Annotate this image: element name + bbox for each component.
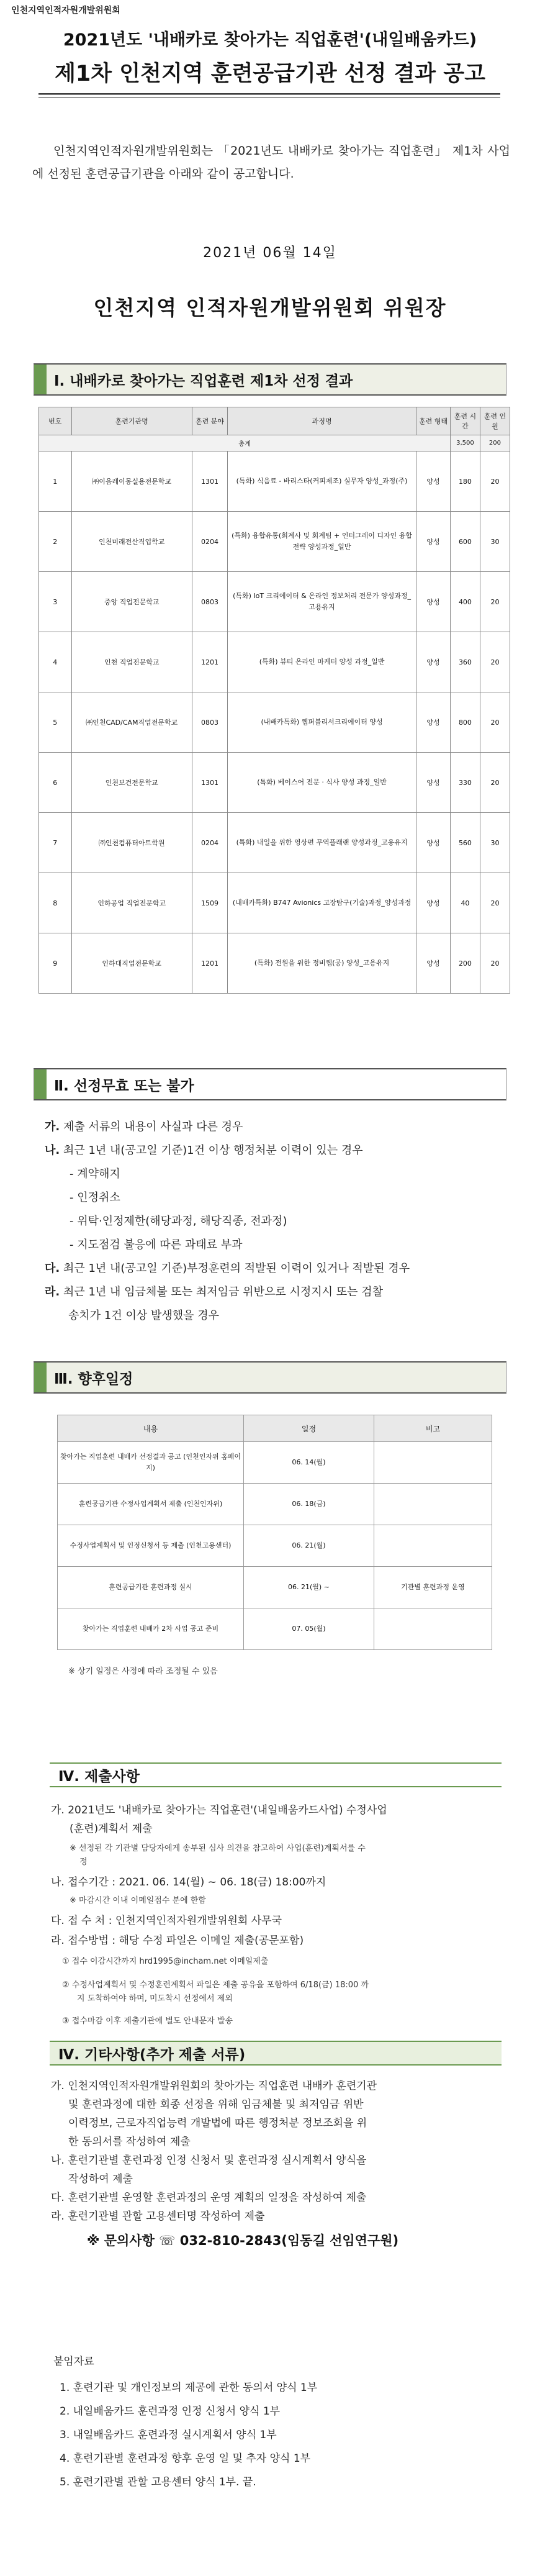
section-2-header bbox=[34, 1068, 506, 1100]
row-hours: 360 bbox=[450, 632, 480, 692]
rule-ra-cont: 송치가 1건 이상 발생했을 경우 bbox=[68, 1309, 219, 1322]
schedule-row bbox=[58, 1608, 492, 1650]
row-hours: 200 bbox=[450, 933, 480, 994]
row-course: (특화) 베이스어 전문 · 식사 양성 과정_일반 bbox=[228, 753, 416, 813]
schedule-col-note: 비고 bbox=[374, 1415, 492, 1442]
row-no: 1 bbox=[39, 451, 72, 512]
col-header-field: 훈련 분야 bbox=[192, 407, 227, 435]
row-type: 양성 bbox=[416, 933, 451, 994]
row-type: 양성 bbox=[416, 873, 451, 933]
schedule-date: 07. 05(월) bbox=[244, 1608, 374, 1650]
row-hours: 800 bbox=[450, 692, 480, 753]
row-course: (특화) IoT 크리에이터 & 온라인 정보처리 전문가 양성과정_고용유지 bbox=[228, 572, 416, 632]
row-institution: ㈜이음레이몽실용전문학교 bbox=[71, 451, 192, 512]
submit-ga: 가. 2021년도 '내배카로 찾아가는 직업훈련'(내일배움카드사업) 수정사업 bbox=[51, 1804, 387, 1816]
etc-line-4: 한 동의서를 작성하여 제출 bbox=[68, 2136, 191, 2148]
contact-line: ※ 문의사항 ☏ 032-810-2843(임동길 선임연구원) bbox=[87, 2233, 399, 2248]
row-type: 양성 bbox=[416, 451, 451, 512]
total-label: 총계 bbox=[39, 435, 451, 451]
schedule-content: 찾아가는 직업훈련 내배카 2차 사업 공고 준비 bbox=[58, 1608, 244, 1650]
row-no: 3 bbox=[39, 572, 72, 632]
schedule-header-row bbox=[58, 1415, 492, 1442]
row-no: 2 bbox=[39, 512, 72, 572]
row-type: 양성 bbox=[416, 632, 451, 692]
rule-sub-2: - 인정취소 bbox=[70, 1191, 120, 1204]
rule-ra-label: 라. bbox=[45, 1286, 60, 1299]
attachment-item-5: 5. 훈련기관별 관할 고용센터 양식 1부. 끝. bbox=[60, 2476, 256, 2488]
rule-sub-3: - 위탁·인정제한(해당과정, 해당직종, 전과정) bbox=[70, 1215, 287, 1228]
rule-na bbox=[45, 1141, 363, 1158]
title-divider bbox=[38, 93, 500, 98]
col-header-hours: 훈련 시간 bbox=[450, 407, 480, 435]
rule-ga-text: 제출 서류의 내용이 사실과 다른 경우 bbox=[63, 1120, 243, 1133]
row-institution: 인천 직업전문학교 bbox=[71, 632, 192, 692]
schedule-content: 찾아가는 직업훈련 내배카 선정결과 공고 (인천인자위 홈페이지) bbox=[58, 1442, 244, 1484]
rule-sub-1: - 계약해지 bbox=[70, 1168, 120, 1181]
attachments-title: 붙임자료 bbox=[53, 2356, 94, 2368]
rule-da-text: 최근 1년 내(공고일 기준)부정훈련의 적발된 이력이 있거나 적발된 경우 bbox=[63, 1262, 410, 1275]
attachment-item-4: 4. 훈련기관별 훈련과정 향후 운영 일 및 추자 양식 1부 bbox=[60, 2452, 311, 2465]
row-institution: 인천미래전산직업학교 bbox=[71, 512, 192, 572]
row-no: 8 bbox=[39, 873, 72, 933]
etc-line-8: 라. 훈련기관별 관할 고용센터명 작성하여 제출 bbox=[51, 2210, 265, 2223]
row-institution: ㈜인천컴퓨터아트학원 bbox=[71, 813, 192, 873]
schedule-content: 훈련공급기관 수정사업계획서 제출 (인천인자위) bbox=[58, 1484, 244, 1525]
col-header-institution: 훈련기관명 bbox=[71, 407, 192, 435]
attachment-item-1: 1. 훈련기관 및 개인정보의 제공에 관한 동의서 양식 1부 bbox=[60, 2382, 318, 2394]
row-field: 1301 bbox=[192, 753, 227, 813]
schedule-note-cell bbox=[374, 1442, 492, 1484]
submit-note-2-cont: 지 도착하여야 하며, 미도착시 선정에서 제외 bbox=[77, 1994, 233, 2003]
row-course: (특화) 내일을 위한 영상편 무역플래랜 양성과정_고용유지 bbox=[228, 813, 416, 873]
section-3-header bbox=[34, 1361, 506, 1394]
row-field: 1201 bbox=[192, 632, 227, 692]
row-people: 20 bbox=[480, 572, 510, 632]
row-no: 4 bbox=[39, 632, 72, 692]
table-row bbox=[39, 451, 510, 512]
section-1-header bbox=[34, 363, 506, 396]
row-field: 0204 bbox=[192, 512, 227, 572]
row-course: (특화) 식음료 - 바리스타(커피제조) 실무자 양성_과정(주) bbox=[228, 451, 416, 512]
section-4-header bbox=[50, 1762, 502, 1787]
col-header-people: 훈련 인원 bbox=[480, 407, 510, 435]
schedule-note-cell bbox=[374, 1525, 492, 1567]
rule-na-text: 최근 1년 내(공고일 기준)1건 이상 행정처분 이력이 있는 경우 bbox=[63, 1144, 363, 1157]
total-hours: 3,500 bbox=[450, 435, 480, 451]
etc-line-2: 및 훈련과정에 대한 회종 선정을 위해 임금체불 및 최저임금 위반 bbox=[68, 2098, 364, 2111]
table-row bbox=[39, 813, 510, 873]
schedule-note-cell bbox=[374, 1484, 492, 1525]
row-type: 양성 bbox=[416, 572, 451, 632]
row-course: (특화) 융합유통(회계사 및 회계팀 + 인터그레이 디자인 융합전략 양성과정_일반 bbox=[228, 512, 416, 572]
row-institution: 인천보건전문학교 bbox=[71, 753, 192, 813]
row-no: 7 bbox=[39, 813, 72, 873]
row-hours: 330 bbox=[450, 753, 480, 813]
table-row bbox=[39, 753, 510, 813]
etc-line-3: 이력정보, 근로자직업능력 개발법에 따른 행정처분 정보조회을 위 bbox=[68, 2117, 367, 2129]
etc-line-1: 가. 인천지역인적자원개발위원회의 찾아가는 직업훈련 내배카 훈련기관 bbox=[51, 2080, 377, 2092]
row-course: (특화) 뷰티 온라인 마케터 양성 과정_일반 bbox=[228, 632, 416, 692]
table-row bbox=[39, 512, 510, 572]
etc-line-6: 작성하여 제출 bbox=[68, 2173, 133, 2185]
section-3-title: Ⅲ. 향후일정 bbox=[54, 1371, 133, 1387]
schedule-row bbox=[58, 1484, 492, 1525]
row-no: 6 bbox=[39, 753, 72, 813]
row-hours: 600 bbox=[450, 512, 480, 572]
schedule-col-content: 내용 bbox=[58, 1415, 244, 1442]
table-row bbox=[39, 873, 510, 933]
intro-paragraph: 인천지역인적자원개발위원회는 「2021년도 내배카로 찾아가는 직업훈련」 제1차 사업에 선정된 훈련공급기관을 아래와 같이 공고합니다. bbox=[32, 144, 510, 181]
schedule-date: 06. 18(금) bbox=[244, 1484, 374, 1525]
row-course: (특화) 전원을 위한 정비웹(공) 양성_고용유지 bbox=[228, 933, 416, 994]
row-people: 20 bbox=[480, 451, 510, 512]
row-field: 0803 bbox=[192, 692, 227, 753]
attachment-item-3: 3. 내일배움카드 훈련과정 실시계획서 양식 1부 bbox=[60, 2429, 277, 2441]
submit-da: 다. 접 수 처 : 인천지역인적자원개발위원회 사무국 bbox=[51, 1915, 282, 1927]
schedule-date: 06. 14(월) bbox=[244, 1442, 374, 1484]
rule-sub-4: - 지도점검 불응에 따른 과태료 부과 bbox=[70, 1238, 243, 1251]
section-5-header bbox=[50, 2041, 502, 2066]
section-1-title: Ⅰ. 내배카로 찾아가는 직업훈련 제1차 선정 결과 bbox=[54, 373, 353, 389]
rule-ra-text: 최근 1년 내 임금체불 또는 최저임금 위반으로 시정지시 또는 검찰 bbox=[63, 1286, 384, 1299]
rule-na-label: 나. bbox=[45, 1144, 60, 1157]
row-people: 30 bbox=[480, 813, 510, 873]
row-course: (내배카특화) 웹퍼블리셔크리에이터 양성 bbox=[228, 692, 416, 753]
schedule-content: 훈련공급기관 훈련과정 실시 bbox=[58, 1567, 244, 1608]
row-field: 1201 bbox=[192, 933, 227, 994]
schedule-date: 06. 21(월) bbox=[244, 1525, 374, 1567]
row-people: 20 bbox=[480, 873, 510, 933]
row-institution: 중앙 직업전문학교 bbox=[71, 572, 192, 632]
submit-note-1: ① 접수 이감시간까지 hrd1995@incham.net 이메일제출 bbox=[62, 1957, 269, 1966]
row-institution: ㈜인천CAD/CAM직업전문학교 bbox=[71, 692, 192, 753]
row-people: 20 bbox=[480, 753, 510, 813]
row-type: 양성 bbox=[416, 753, 451, 813]
schedule-col-date: 일정 bbox=[244, 1415, 374, 1442]
rule-ra bbox=[45, 1283, 383, 1299]
title-line-1: 2021년도 '내배카로 찾아가는 직업훈련'(내일배움카드) bbox=[63, 30, 477, 50]
table-row bbox=[39, 933, 510, 994]
submit-note-2: ② 수정사업계획서 및 수정훈련계획서 파일은 제출 공유을 포함하여 6/18(금) 18:00 까 bbox=[62, 1980, 369, 1990]
page-title: 제1차 인천지역 훈련공급기관 선정 결과 공고 bbox=[55, 61, 485, 86]
submit-note-3: ③ 접수마감 이후 제출기관에 별도 안내문자 발송 bbox=[62, 2016, 233, 2026]
row-field: 0803 bbox=[192, 572, 227, 632]
row-type: 양성 bbox=[416, 692, 451, 753]
row-type: 양성 bbox=[416, 813, 451, 873]
submit-ra: 라. 접수방법 : 해당 수정 파일은 이메일 제출(공문포함) bbox=[51, 1934, 304, 1947]
section-tab-marker bbox=[34, 365, 47, 394]
schedule-note: ※ 상기 일정은 사정에 따라 조정될 수 있음 bbox=[68, 1667, 218, 1676]
row-hours: 560 bbox=[450, 813, 480, 873]
col-header-no: 번호 bbox=[39, 407, 72, 435]
row-field: 1509 bbox=[192, 873, 227, 933]
schedule-table bbox=[57, 1415, 492, 1650]
schedule-date: 06. 21(월) ~ bbox=[244, 1567, 374, 1608]
row-hours: 40 bbox=[450, 873, 480, 933]
row-field: 1301 bbox=[192, 451, 227, 512]
table-row bbox=[39, 572, 510, 632]
section-tab-marker bbox=[34, 1069, 47, 1099]
row-institution: 인하대직업전문학교 bbox=[71, 933, 192, 994]
row-people: 30 bbox=[480, 512, 510, 572]
schedule-row bbox=[58, 1567, 492, 1608]
row-hours: 180 bbox=[450, 451, 480, 512]
table-row bbox=[39, 632, 510, 692]
attachment-item-2: 2. 내일배움카드 훈련과정 인정 신청서 양식 1부 bbox=[60, 2405, 281, 2418]
submit-ga-note-2: 정 bbox=[79, 1857, 88, 1867]
section-4-title: Ⅳ. 제출사항 bbox=[58, 1768, 140, 1785]
rule-ga-label: 가. bbox=[45, 1120, 60, 1133]
section-5-title: Ⅳ. 기타사항(추가 제출 서류) bbox=[58, 2046, 246, 2063]
schedule-row bbox=[58, 1525, 492, 1567]
row-no: 9 bbox=[39, 933, 72, 994]
schedule-note-cell: 기관별 훈련과정 운영 bbox=[374, 1567, 492, 1608]
total-people: 200 bbox=[480, 435, 510, 451]
table-header-row bbox=[39, 407, 510, 435]
row-people: 20 bbox=[480, 933, 510, 994]
col-header-course: 과정명 bbox=[228, 407, 416, 435]
table-row bbox=[39, 692, 510, 753]
section-tab-marker bbox=[34, 1363, 47, 1392]
org-header: 인천지역인적자원개발위원회 bbox=[11, 6, 120, 16]
etc-line-7: 다. 훈련기관별 운영할 훈련과정의 운영 계획의 일정을 작성하여 제출 bbox=[51, 2192, 367, 2204]
row-people: 20 bbox=[480, 632, 510, 692]
col-header-type: 훈련 형태 bbox=[416, 407, 451, 435]
announcement-date: 2021년 06월 14일 bbox=[203, 245, 337, 261]
submit-ga-cont: (훈련)계획서 제출 bbox=[70, 1823, 153, 1835]
submit-ga-note-1: ※ 선정된 각 기관별 담당자에게 송부된 심사 의견을 참고하여 사업(훈련)계획서를 수 bbox=[70, 1844, 366, 1853]
row-hours: 400 bbox=[450, 572, 480, 632]
title-block bbox=[0, 26, 540, 88]
row-no: 5 bbox=[39, 692, 72, 753]
rule-ga bbox=[45, 1118, 243, 1134]
schedule-content: 수정사업계획서 및 인정신청서 등 제출 (인천고용센터) bbox=[58, 1525, 244, 1567]
etc-line-5: 나. 훈련기관별 훈련과정 인정 신청서 및 훈련과정 실시계획서 양식을 bbox=[51, 2154, 367, 2167]
rule-da bbox=[45, 1259, 410, 1276]
total-row bbox=[39, 435, 510, 451]
row-course: (내배카특화) B747 Avionics 고장탐구(기술)과정_양성과정 bbox=[228, 873, 416, 933]
rule-da-label: 다. bbox=[45, 1262, 60, 1275]
submit-na-note: ※ 마감시간 이내 이메일접수 분에 한함 bbox=[70, 1896, 206, 1905]
section-2-title: Ⅱ. 선정무효 또는 불가 bbox=[54, 1077, 194, 1094]
row-people: 20 bbox=[480, 692, 510, 753]
row-type: 양성 bbox=[416, 512, 451, 572]
row-field: 0204 bbox=[192, 813, 227, 873]
selection-results-table bbox=[38, 407, 510, 994]
schedule-note-cell bbox=[374, 1608, 492, 1650]
schedule-row bbox=[58, 1442, 492, 1484]
row-institution: 인하공업 직업전문학교 bbox=[71, 873, 192, 933]
submit-na: 나. 접수기간 : 2021. 06. 14(월) ~ 06. 18(금) 18:00까지 bbox=[51, 1876, 326, 1889]
signer: 인천지역 인적자원개발위원회 위원장 bbox=[93, 296, 447, 320]
